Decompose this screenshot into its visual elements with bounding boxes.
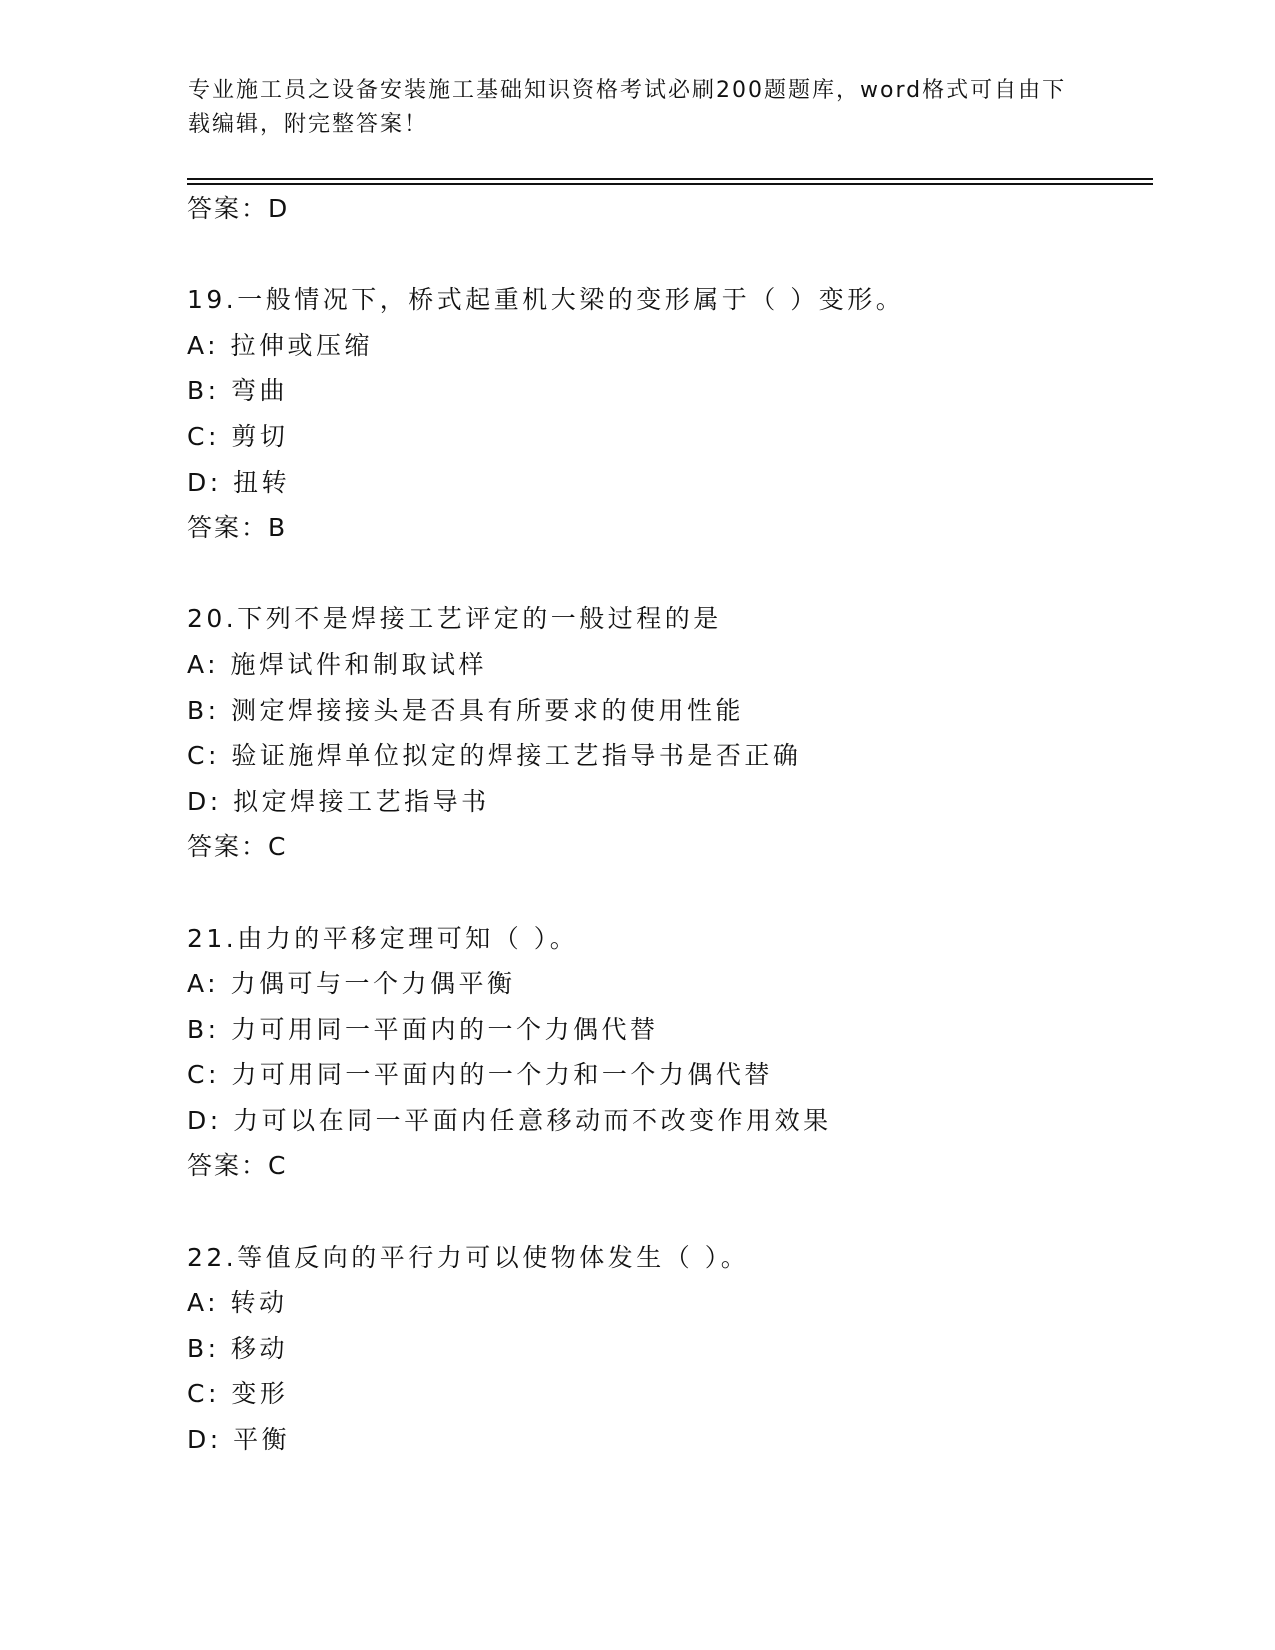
option-a: A: 施焊试件和制取试样 — [187, 649, 488, 679]
option-d: D: 平衡 — [187, 1425, 291, 1455]
option-d: D: 力可以在同一平面内任意移动而不改变作用效果 — [187, 1105, 832, 1135]
option-b: B: 测定焊接接头是否具有所要求的使用性能 — [187, 695, 745, 725]
option-c: C: 剪切 — [187, 421, 289, 451]
answer: 答案：C — [187, 1151, 288, 1181]
header-rule-bottom — [187, 183, 1153, 185]
question-stem: 22.等值反向的平行力可以使物体发生（ ）。 — [187, 1242, 750, 1272]
question-stem: 21.由力的平移定理可知（ ）。 — [187, 923, 579, 953]
question-stem: 20.下列不是焊接工艺评定的一般过程的是 — [187, 604, 722, 634]
option-a: A: 力偶可与一个力偶平衡 — [187, 969, 516, 999]
option-c: C: 验证施焊单位拟定的焊接工艺指导书是否正确 — [187, 741, 802, 771]
spacer — [187, 1189, 1147, 1235]
option-b: B: 力可用同一平面内的一个力偶代替 — [187, 1014, 659, 1044]
spacer — [187, 551, 1147, 597]
answer: 答案：C — [187, 832, 288, 862]
spacer — [187, 232, 1147, 278]
option-d: D: 扭转 — [187, 467, 291, 497]
question-stem: 19.一般情况下，桥式起重机大梁的变形属于（ ）变形。 — [187, 285, 905, 315]
option-c: C: 变形 — [187, 1379, 289, 1409]
header-rule-top — [187, 178, 1153, 180]
option-b: B: 移动 — [187, 1333, 289, 1363]
previous-answer: 答案：D — [187, 194, 290, 223]
option-a: A: 转动 — [187, 1288, 288, 1318]
option-b: B: 弯曲 — [187, 376, 289, 406]
document-header: 专业施工员之设备安装施工基础知识资格考试必刷200题题库，word格式可自由下载编辑，附完整答案！ — [188, 78, 1067, 137]
option-d: D: 拟定焊接工艺指导书 — [187, 786, 490, 816]
answer: 答案：B — [187, 513, 288, 543]
spacer — [187, 870, 1147, 916]
option-c: C: 力可用同一平面内的一个力和一个力偶代替 — [187, 1060, 773, 1090]
option-a: A: 拉伸或压缩 — [187, 330, 374, 360]
question-list — [187, 186, 1147, 1463]
